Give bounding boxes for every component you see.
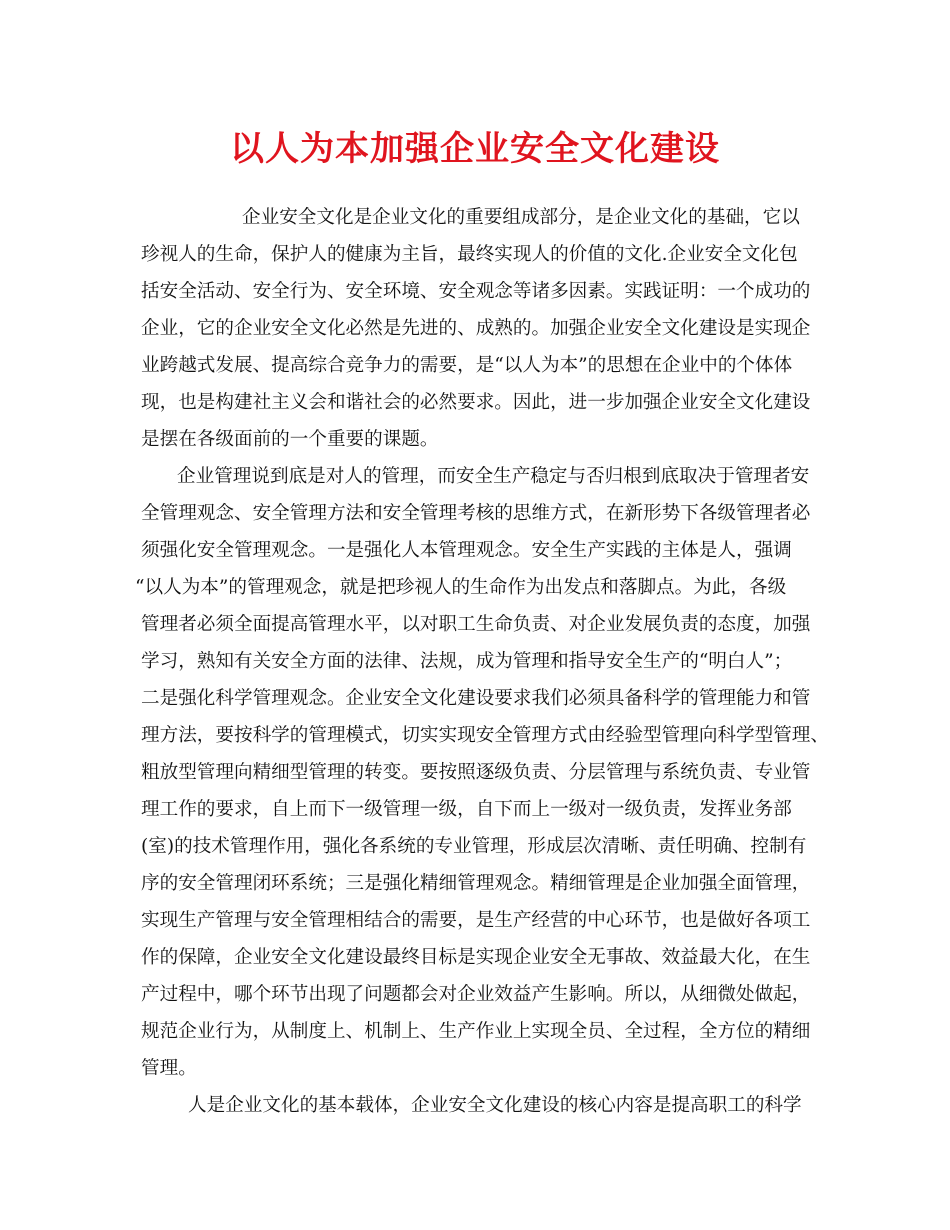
body-line: 实现生产管理与安全管理相结合的需要，是生产经营的中心环节，也是做好各项工: [141, 910, 811, 931]
body-line: 现，也是构建社主义会和谐社会的必然要求。因此，进一步加强企业安全文化建设: [141, 392, 811, 413]
body-line: (室)的技术管理作用，强化各系统的专业管理，形成层次清晰、责任明确、控制有: [141, 836, 807, 857]
body-line: 二是强化科学管理观念。企业安全文化建设要求我们必须具备科学的管理能力和管: [141, 688, 811, 709]
body-line: 须强化安全管理观念。一是强化人本管理观念。安全生产实践的主体是人，强调: [141, 540, 792, 561]
body-line: 人是企业文化的基本载体，企业安全文化建设的核心内容是提高职工的科学: [188, 1095, 802, 1116]
body-line: 企业管理说到底是对人的管理，而安全生产稳定与否归根到底取决于管理者安: [177, 466, 810, 487]
body-line: 珍视人的生命，保护人的健康为主旨，最终实现人的价值的文化.企业安全文化包: [141, 244, 798, 265]
body-line: 企业，它的企业安全文化必然是先进的、成熟的。加强企业安全文化建设是实现企: [141, 318, 811, 339]
body-line: 规范企业行为，从制度上、机制上、生产作业上实现全员、全过程，全方位的精细: [141, 1021, 811, 1042]
body-line: 理方法，要按科学的管理模式，切实实现安全管理方式由经验型管理向科学型管理、: [141, 725, 829, 746]
body-line: 粗放型管理向精细型管理的转变。要按照逐级负责、分层管理与系统负责、专业管: [141, 762, 811, 783]
body-line: 作的保障，企业安全文化建设最终目标是实现企业安全无事故、效益最大化，在生: [141, 947, 811, 968]
body-line: 全管理观念、安全管理方法和安全管理考核的思维方式，在新形势下各级管理者必: [141, 503, 811, 524]
body-line: 括安全活动、安全行为、安全环境、安全观念等诸多因素。实践证明：一个成功的: [141, 281, 811, 302]
body-line: 管理者必须全面提高管理水平，以对职工生命负责、对企业发展负责的态度，加强: [141, 614, 811, 635]
body-line: 序的安全管理闭环系统；三是强化精细管理观念。精细管理是企业加强全面管理，: [141, 873, 811, 894]
body-line: “以人为本”的管理观念，就是把珍视人的生命作为出发点和落脚点。为此，各级: [135, 577, 787, 598]
body-line: 企业安全文化是企业文化的重要组成部分，是企业文化的基础，它以: [242, 207, 800, 228]
body-line: 理工作的要求，自上而下一级管理一级，自下而上一级对一级负责，发挥业务部: [141, 799, 792, 820]
body-line: 产过程中，哪个环节出现了问题都会对企业效益产生影响。所以，从细微处做起，: [141, 984, 811, 1005]
body-line: 是摆在各级面前的一个重要的课题。: [141, 429, 439, 450]
body-line: 学习，熟知有关安全方面的法律、法规，成为管理和指导安全生产的“明白人”；: [141, 651, 793, 672]
document-title: 以人为本加强企业安全文化建设: [230, 129, 720, 169]
body-line: 管理。: [141, 1058, 197, 1079]
body-line: 业跨越式发展、提高综合竞争力的需要，是“以人为本”的思想在企业中的个体体: [141, 355, 793, 376]
